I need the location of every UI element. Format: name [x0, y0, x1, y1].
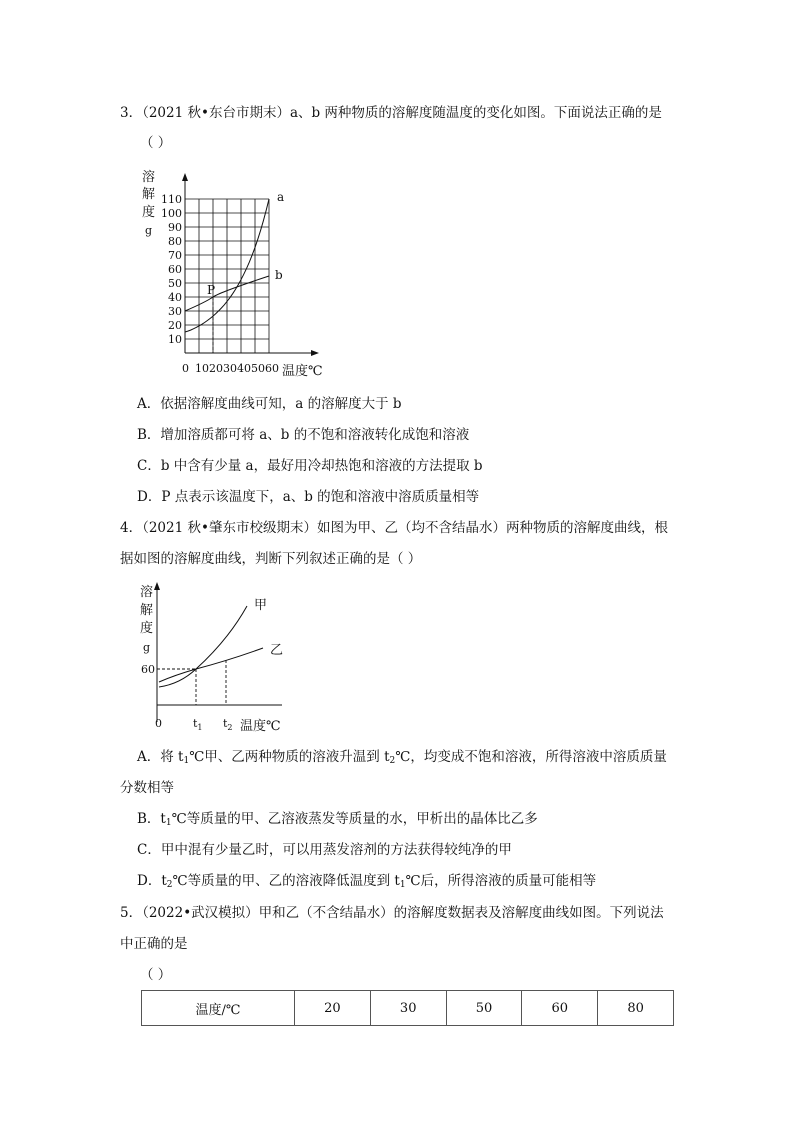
q3-x-tick-label: 60 [265, 362, 279, 375]
q3-y-tick-label: 60 [168, 263, 182, 276]
q3-x-tick-label: 40 [237, 362, 251, 375]
q3-ylabel-char: g [145, 224, 153, 237]
q3-option-a: A．依据溶解度曲线可知，a 的溶解度大于 b [137, 396, 402, 412]
q3-y-tick-label: 110 [161, 193, 182, 206]
q5-stem: 5．（2022•武汉模拟）甲和乙（不含结晶水）的溶解度数据表及溶解度曲线如图。下列说法 [120, 905, 664, 921]
q3-y-tick-label: 50 [168, 277, 182, 290]
q3-ylabel-char: 解 [142, 187, 156, 202]
q5-stem-2: 中正确的是 [120, 936, 188, 952]
q5-stem-paren: （ ） [140, 967, 172, 983]
table-cell: 80 [598, 991, 674, 1026]
q3-ylabel-char: 溶 [142, 170, 156, 185]
q3-x-tick-label: 10 [195, 362, 209, 375]
q3-option-c: C．b 中含有少量 a，最好用冷却热饱和溶液的方法提取 b [137, 458, 483, 474]
q4-option-b: B．$t_1℃$等质量的甲、乙溶液蒸发等质量的水，甲析出的晶体比乙多 [137, 811, 538, 828]
q4-ylabel-char: 解 [140, 603, 154, 618]
q3-ylabel-char: 度 [142, 205, 156, 220]
q3-origin-label: 0 [182, 362, 189, 375]
q3-point-p-label: P [207, 283, 216, 297]
q3-series-label-b: b [275, 268, 283, 282]
q4-t2-label: $t_2$ [223, 717, 233, 732]
q3-y-tick-label: 30 [168, 305, 182, 318]
q3-y-tick-label: 40 [168, 291, 182, 304]
q3-y-tick-label: 80 [168, 235, 182, 248]
table-cell: 50 [446, 991, 522, 1026]
q4-origin-label: 0 [155, 717, 162, 730]
q4-series-label-jia: 甲 [254, 598, 268, 613]
q3-y-tick-label: 20 [168, 319, 182, 332]
q3-x-tick-label: 30 [223, 362, 237, 375]
q4-series-label-yi: 乙 [270, 643, 284, 658]
q4-option-a: A．将 $t_1℃$甲、乙两种物质的溶液升温到 $t_2℃$，均变成不饱和溶液，所得溶液中溶质质量 [137, 749, 667, 766]
q4-y-arrow [154, 582, 160, 590]
q3-xlabel: 温度℃ [282, 364, 323, 379]
q4-ylabel-char: 溶 [140, 585, 154, 600]
q4-ylabel-char: g [143, 641, 151, 654]
table-header-cell: 温度/℃ [142, 991, 295, 1026]
q4-solubility-chart [130, 580, 300, 740]
q3-solubility-chart [130, 165, 330, 385]
q4-ylabel-char: 度 [140, 621, 154, 636]
q3-y-arrow [182, 173, 188, 181]
table-row [142, 991, 674, 1026]
table-cell: 30 [370, 991, 446, 1026]
q4-stem-2: 据如图的溶解度曲线，判断下列叙述正确的是（ ） [120, 551, 422, 567]
q3-option-d: D．P 点表示该温度下，a、b 的饱和溶液中溶质质量相等 [137, 489, 480, 505]
q3-series-label-a: a [277, 190, 285, 204]
q4-y-60-label: 60 [141, 663, 155, 676]
table-cell: 60 [522, 991, 598, 1026]
q4-series-line-yi [159, 648, 263, 682]
q4-series-line-jia [159, 606, 247, 687]
table-cell: 20 [295, 991, 371, 1026]
q4-xlabel: 温度℃ [240, 719, 281, 734]
q3-stem: 3．（2021 秋•东台市期末）a、b 两种物质的溶解度随温度的变化如图。下面说法正确的是 [120, 105, 662, 121]
q3-y-tick-label: 70 [168, 249, 182, 262]
q3-x-arrow [311, 350, 319, 356]
q3-y-tick-label: 10 [168, 333, 182, 346]
q3-x-tick-label: 20 [209, 362, 223, 375]
q4-t1-label: $t_1$ [193, 717, 203, 732]
q3-option-b: B．增加溶质都可将 a、b 的不饱和溶液转化成饱和溶液 [137, 427, 470, 443]
q4-option-d: D．$t_2℃$等质量的甲、乙的溶液降低温度到 $t_1℃$后，所得溶液的质量可能相等 [137, 873, 597, 890]
q4-option-a-cont: 分数相等 [120, 780, 174, 796]
q3-stem-paren: （ ） [140, 135, 172, 151]
q5-solubility-table [141, 990, 674, 1026]
q3-y-tick-label: 100 [161, 207, 182, 220]
q3-x-tick-label: 50 [251, 362, 265, 375]
q4-stem: 4．（2021 秋•肇东市校级期末）如图为甲、乙（均不含结晶水）两种物质的溶解度曲线，根 [120, 520, 668, 536]
q3-y-tick-label: 90 [168, 221, 182, 234]
q4-option-c: C．甲中混有少量乙时，可以用蒸发溶剂的方法获得较纯净的甲 [137, 842, 512, 858]
